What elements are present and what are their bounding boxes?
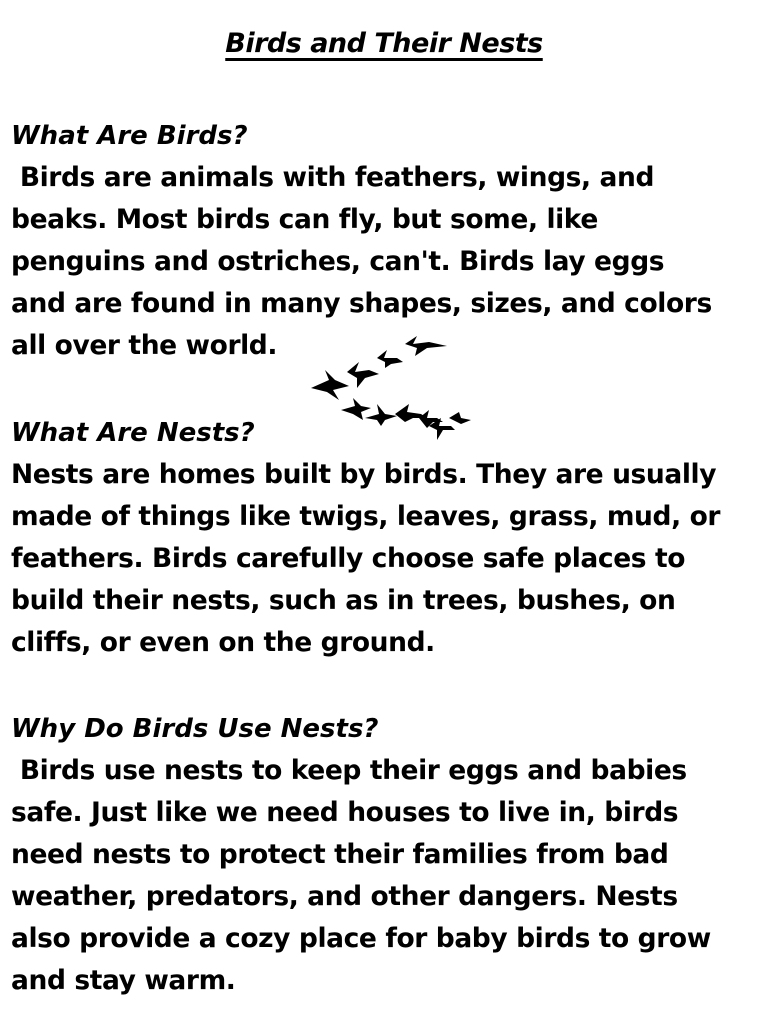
body-text-line: made of things like twigs, leaves, grass, mud, or bbox=[11, 501, 721, 532]
section-heading: Why Do Birds Use Nests? bbox=[11, 714, 379, 744]
bird-icon bbox=[311, 370, 349, 400]
body-text-line: Birds use nests to keep their eggs and babies bbox=[11, 755, 687, 786]
body-text-line: Birds are animals with feathers, wings, and bbox=[11, 162, 655, 193]
section-why-do-birds-use-nests bbox=[11, 708, 763, 1002]
body-text-line: penguins and ostriches, can't. Birds lay eggs bbox=[11, 246, 665, 277]
body-text-line: need nests to protect their families from bad bbox=[11, 839, 669, 870]
body-text-line: and stay warm. bbox=[11, 965, 236, 996]
body-text-line: and are found in many shapes, sizes, and colors bbox=[11, 288, 712, 319]
section-what-are-nests bbox=[11, 412, 763, 664]
bird-icon bbox=[377, 350, 403, 368]
body-text-line: beaks. Most birds can fly, but some, like bbox=[11, 204, 598, 235]
body-text-line: also provide a cozy place for baby birds to grow bbox=[11, 923, 711, 954]
section-heading: What Are Nests? bbox=[11, 418, 255, 448]
body-text-line: weather, predators, and other dangers. Nests bbox=[11, 881, 678, 912]
body-text-line: build their nests, such as in trees, bushes, on bbox=[11, 585, 676, 616]
body-text-line: feathers. Birds carefully choose safe places to bbox=[11, 543, 686, 574]
body-text-line: cliffs, or even on the ground. bbox=[11, 627, 435, 658]
body-text-line: all over the world. bbox=[11, 330, 278, 361]
body-text-line: safe. Just like we need houses to live in, birds bbox=[11, 797, 679, 828]
bird-icon bbox=[405, 336, 447, 356]
section-heading: What Are Birds? bbox=[11, 121, 248, 151]
bird-icon bbox=[347, 362, 379, 388]
page-title: Birds and Their Nests bbox=[225, 28, 543, 59]
body-text-line: Nests are homes built by birds. They are usually bbox=[11, 459, 717, 490]
